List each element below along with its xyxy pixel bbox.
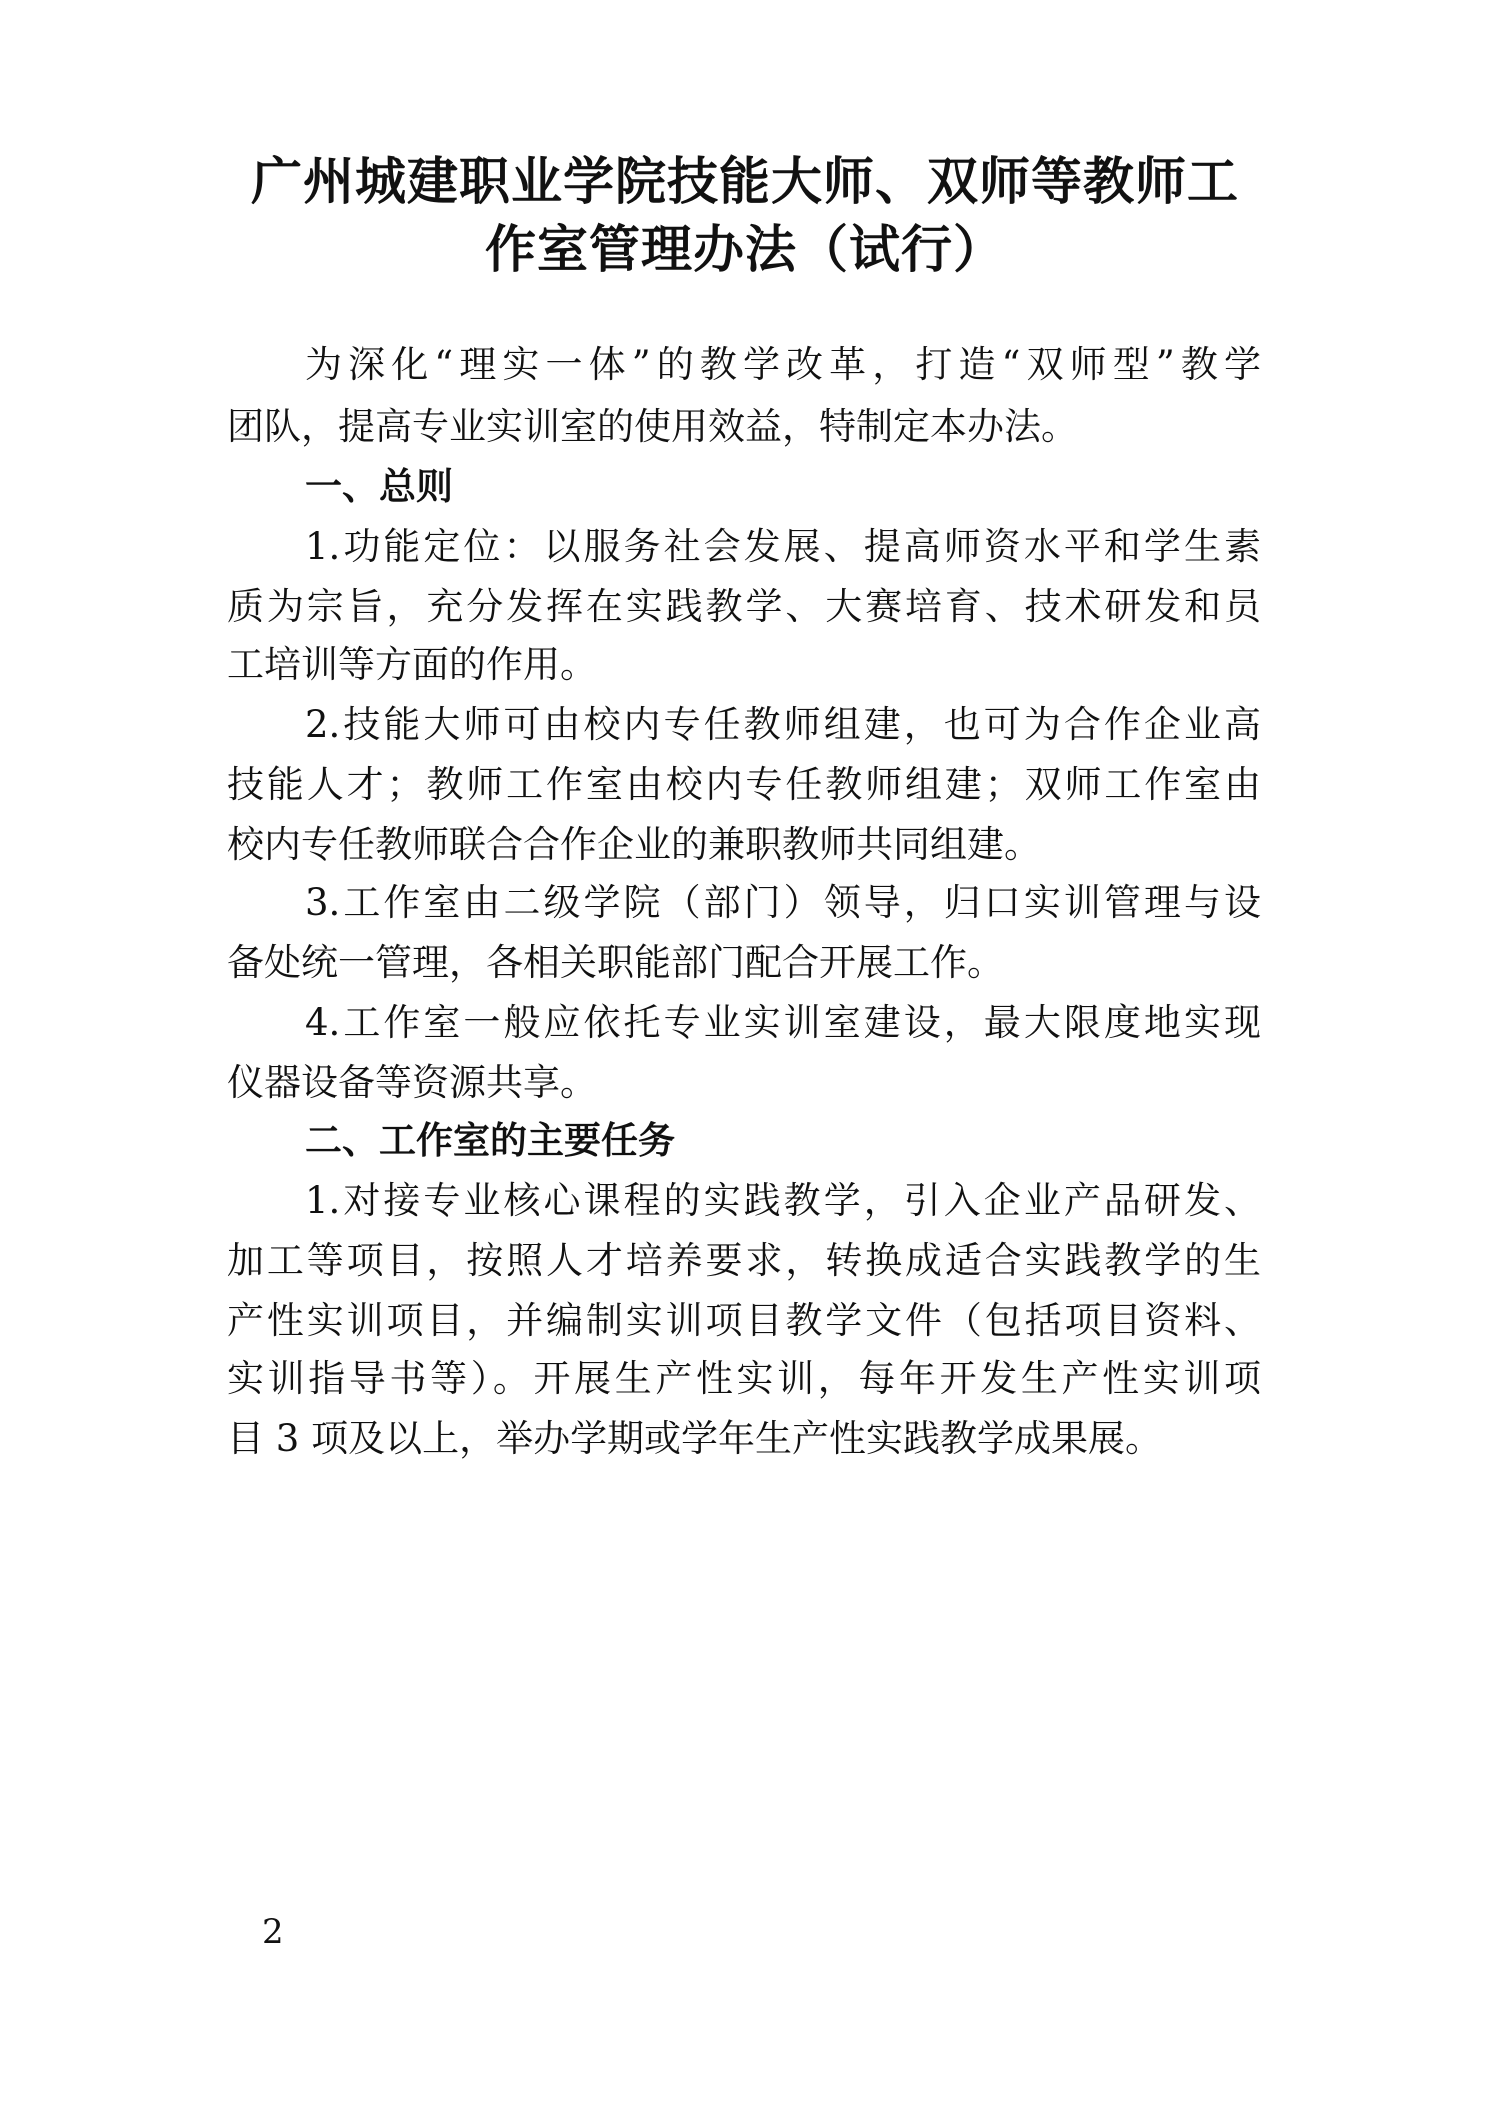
section-heading-general: 一、总则: [305, 465, 453, 508]
article-line: 实训指导书等）。开展生产性实训，每年开发生产性实训项: [227, 1357, 1261, 1400]
article-line: 4.工作室一般应依托专业实训室建设，最大限度地实现: [305, 1001, 1261, 1044]
article-line: 产性实训项目，并编制实训项目教学文件（包括项目资料、: [227, 1299, 1261, 1342]
intro-paragraph-line: 团队，提高专业实训室的使用效益，特制定本办法。: [227, 405, 1078, 448]
article-line: 1.功能定位：以服务社会发展、提高师资水平和学生素: [305, 525, 1261, 568]
section-heading-main-tasks: 二、工作室的主要任务: [305, 1119, 675, 1162]
article-line: 1.对接专业核心课程的实践教学，引入企业产品研发、: [305, 1179, 1261, 1222]
intro-paragraph-line: 为深化“理实一体”的教学改革，打造“双师型”教学: [305, 343, 1261, 386]
article-line: 技能人才；教师工作室由校内专任教师组建；双师工作室由: [227, 763, 1261, 806]
article-line: 2.技能大师可由校内专任教师组建，也可为合作企业高: [305, 703, 1261, 746]
article-line: 加工等项目，按照人才培养要求，转换成适合实践教学的生: [227, 1239, 1261, 1282]
article-line: 校内专任教师联合合作企业的兼职教师共同组建。: [227, 823, 1041, 866]
article-line: 3.工作室由二级学院（部门）领导，归口实训管理与设: [305, 881, 1261, 924]
article-line: 工培训等方面的作用。: [227, 643, 597, 686]
page-number: 2: [262, 1912, 284, 1952]
document-title-line-1: 广州城建职业学院技能大师、双师等教师工: [250, 153, 1239, 212]
article-line: 仪器设备等资源共享。: [227, 1061, 597, 1104]
article-line: 质为宗旨，充分发挥在实践教学、大赛培育、技术研发和员: [227, 585, 1261, 628]
article-line: 备处统一管理，各相关职能部门配合开展工作。: [227, 941, 1004, 984]
document-title-line-2: 作室管理办法（试行）: [484, 221, 1005, 280]
article-line: 目 3 项及以上，举办学期或学年生产性实践教学成果展。: [227, 1417, 1163, 1460]
